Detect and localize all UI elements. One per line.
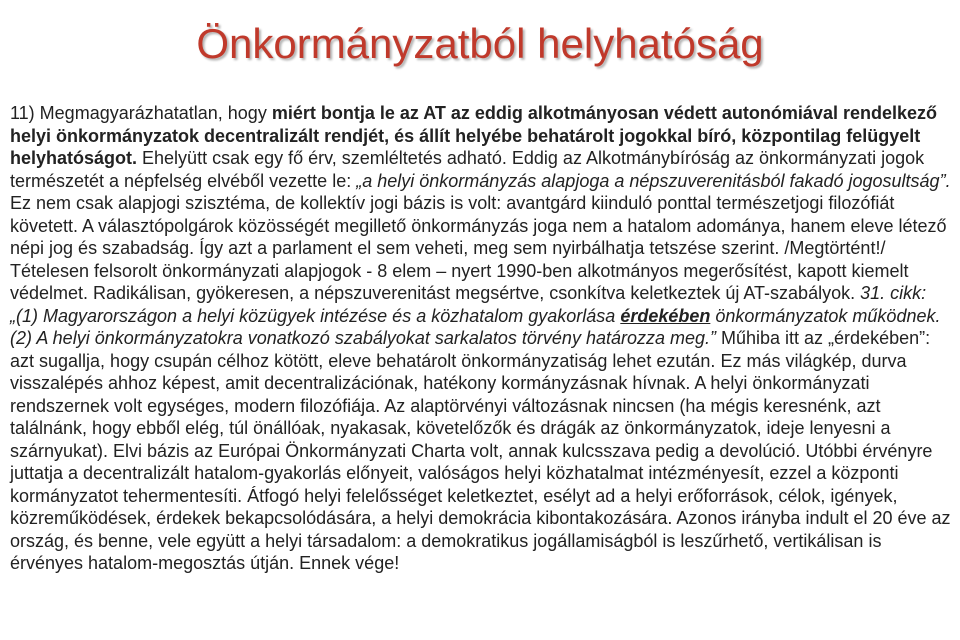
text-segment-italic: „a helyi önkormányzás alapjoga a népszuverenitásból fakadó jogosultság”. <box>356 170 951 191</box>
text-segment-italic: 31. cikk: „(1) Magyarországon a helyi közügyek intézése és a közhatalom gyakorlása <box>10 283 927 326</box>
text-segment-emphasis: érdekében <box>620 305 711 326</box>
text-segment: Műhiba itt az „érdekében”: azt sugallja, hogy csupán célhoz kötött, eleve behatárolt önkormányzatiság lehet ezután. Ez más világkép, durva visszalépés ahhoz képest, amit decentralizációnak, hatékony kormányzásnak hívnak. A helyi önkormányzati rendszernek volt egységes, modern filozófiája. Az alaptörvényi változásnak nincsen (ha mégis keresnénk, azt találnánk, hogy ebből elég, túl önállóak, nyakasak, követelőzők és drágák az önkormányzatok, ideje lenyesni a szárnyukat). Elvi bázis az Európai Önkormányzati Charta volt, annak kulcsszava pedig a devolúció. Utóbbi érvényre juttatja a decentralizált hatalom-gyakorlás előnyeit, valóságos helyi közhatalmat intézményesít, ezzel a központi kormányzatot tehermentesíti. Átfogó helyi felelősséget keletkeztet, esélyt ad a helyi erőforrások, célok, igények, közreműködések, érdekek bekapcsolódására, a helyi demokrácia kibontakozására. Azonos irányba indult el 20 éve az ország, és benne, vele együtt a helyi társadalom: a demokratikus jogállamiságból is leszűrhető, vertikálisan is érvényes hatalom-megosztás útján. Ennek vége! <box>10 328 951 573</box>
text-segment: Ehelyütt csak egy fő érv, szemléltetés adható. <box>137 148 512 168</box>
text-segment: Eddig az Alkotmánybíróság az önkormányzati jogok természetét a népfelség elvéből vezette le: <box>10 148 925 191</box>
text-segment-italic: önkormányzatok működnek. (2) A helyi önkormányzatokra vonatkozó szabályokat sarkalatos törvény határozza meg.” <box>10 305 941 348</box>
text-segment: Ez nem csak alapjogi szisztéma, de kollektív jogi bázis is volt: avantgárd kiinduló ponttal természetjogi filozófiát követett. A választópolgárok közösségét megillető önkormányzás joga nem a hatalom adománya, hanem eleve létező népi jog és szabadság. Így azt a parlament el sem veheti, meg sem nyirbálhatja tetszése szerint. /Megtörtént!/ Tételesen felsorolt önkormányzati alapjogok - 8 elem – nyert 1990-ben alkotmányos megerősítést, kapott kiemelt védelmet. Radikálisan, gyökeresen, a népszuverenitást megsértve, csonkítva keletkeztek új AT-szabályok. <box>10 193 947 303</box>
text-segment-bold: miért bontja le az AT az eddig alkotmányosan védett autonómiával rendelkező helyi önkormányzatok decentralizált rendjét, és állít helyébe behatárolt jogokkal bíró, központilag felügyelt helyhatóságot. <box>10 103 937 168</box>
text-segment: 11) Megmagyarázhatatlan, hogy <box>10 103 272 123</box>
body-paragraph <box>10 102 955 575</box>
page-title: Önkormányzatból helyhatóság <box>196 20 764 67</box>
